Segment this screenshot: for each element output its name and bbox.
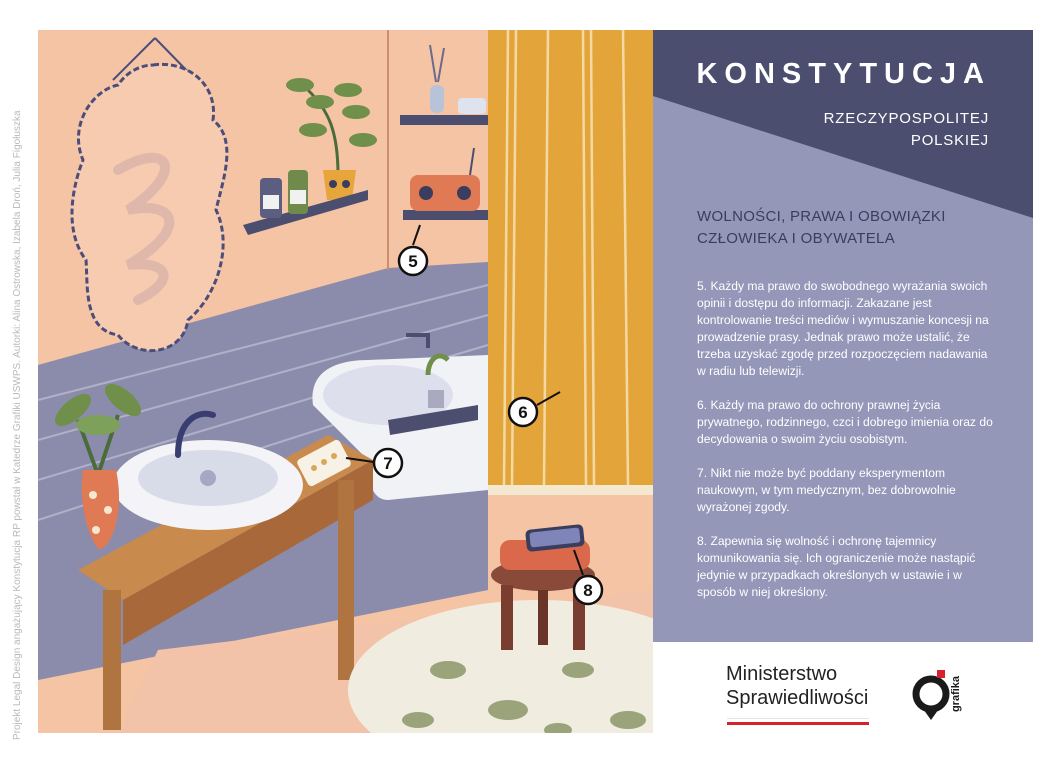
- grafika-logo: [911, 664, 971, 724]
- marker-7-label: 7: [383, 454, 393, 473]
- subtitle-line: RZECZYPOSPOLITEJ: [823, 110, 989, 127]
- article-7: 7. Nikt nie może być poddany eksperymentom naukowym, w tym medycznym, bez dobrowolnie wyrażonej zgody.: [697, 466, 956, 514]
- polish-flag-stripe: [727, 718, 869, 724]
- page-title: KONSTYTUCJA: [696, 58, 991, 90]
- subtitle-line: POLSKIEJ: [910, 132, 989, 149]
- marker-6-label: 6: [518, 403, 528, 422]
- section-title-line: CZŁOWIEKA I OBYWATELA: [697, 230, 896, 247]
- article-5: 5. Każdy ma prawo do swobodnego wyrażania swoich opinii i dostępu do informacji. Zakazane jest kontrolowanie treści mediów i wymuszanie koncesji na prowadzenie prasy. Jednak prawo może ustalić, że trzeba uzyskać zgodę przed rozpoczęciem nadawania w radiu lub telewizji.: [697, 279, 989, 378]
- section-title-line: WOLNOŚCI, PRAWA I OBOWIĄZKI: [697, 208, 946, 225]
- footer-logos: [653, 642, 1033, 742]
- ministry-logo: [726, 662, 868, 710]
- bathroom-illustration: [38, 30, 653, 733]
- shower-curtain-icon: [488, 30, 653, 495]
- marker-8-label: 8: [583, 581, 593, 600]
- ministry-name-line: Ministerstwo: [726, 663, 838, 685]
- ministry-name-line: Sprawiedliwości: [726, 687, 869, 709]
- marker-5-label: 5: [408, 252, 418, 271]
- grafika-label: grafika: [950, 675, 962, 713]
- section-title: [697, 206, 997, 250]
- article-list: [697, 278, 997, 618]
- text-panel: [653, 30, 1033, 642]
- article-6: 6. Każdy ma prawo do ochrony prawnej życia prywatnego, rodzinnego, czci i dobrego imienia oraz do decydowania o swoim życiu osobistym.: [697, 398, 993, 446]
- page-subtitle: [824, 108, 989, 152]
- side-credit: Projekt Legal Design angażujący Konstytucja RP powstał w Katedrze Grafiki USWPS. Autorki: Alina Ostrowska, Izabela Droń, Julia Figołuszka: [12, 110, 23, 740]
- article-8: 8. Zapewnia się wolność i ochronę tajemnicy komunikowania się. Ich ograniczenie może nastąpić jedynie w przypadkach określonych w ustawie i w sposób w niej określony.: [697, 534, 976, 599]
